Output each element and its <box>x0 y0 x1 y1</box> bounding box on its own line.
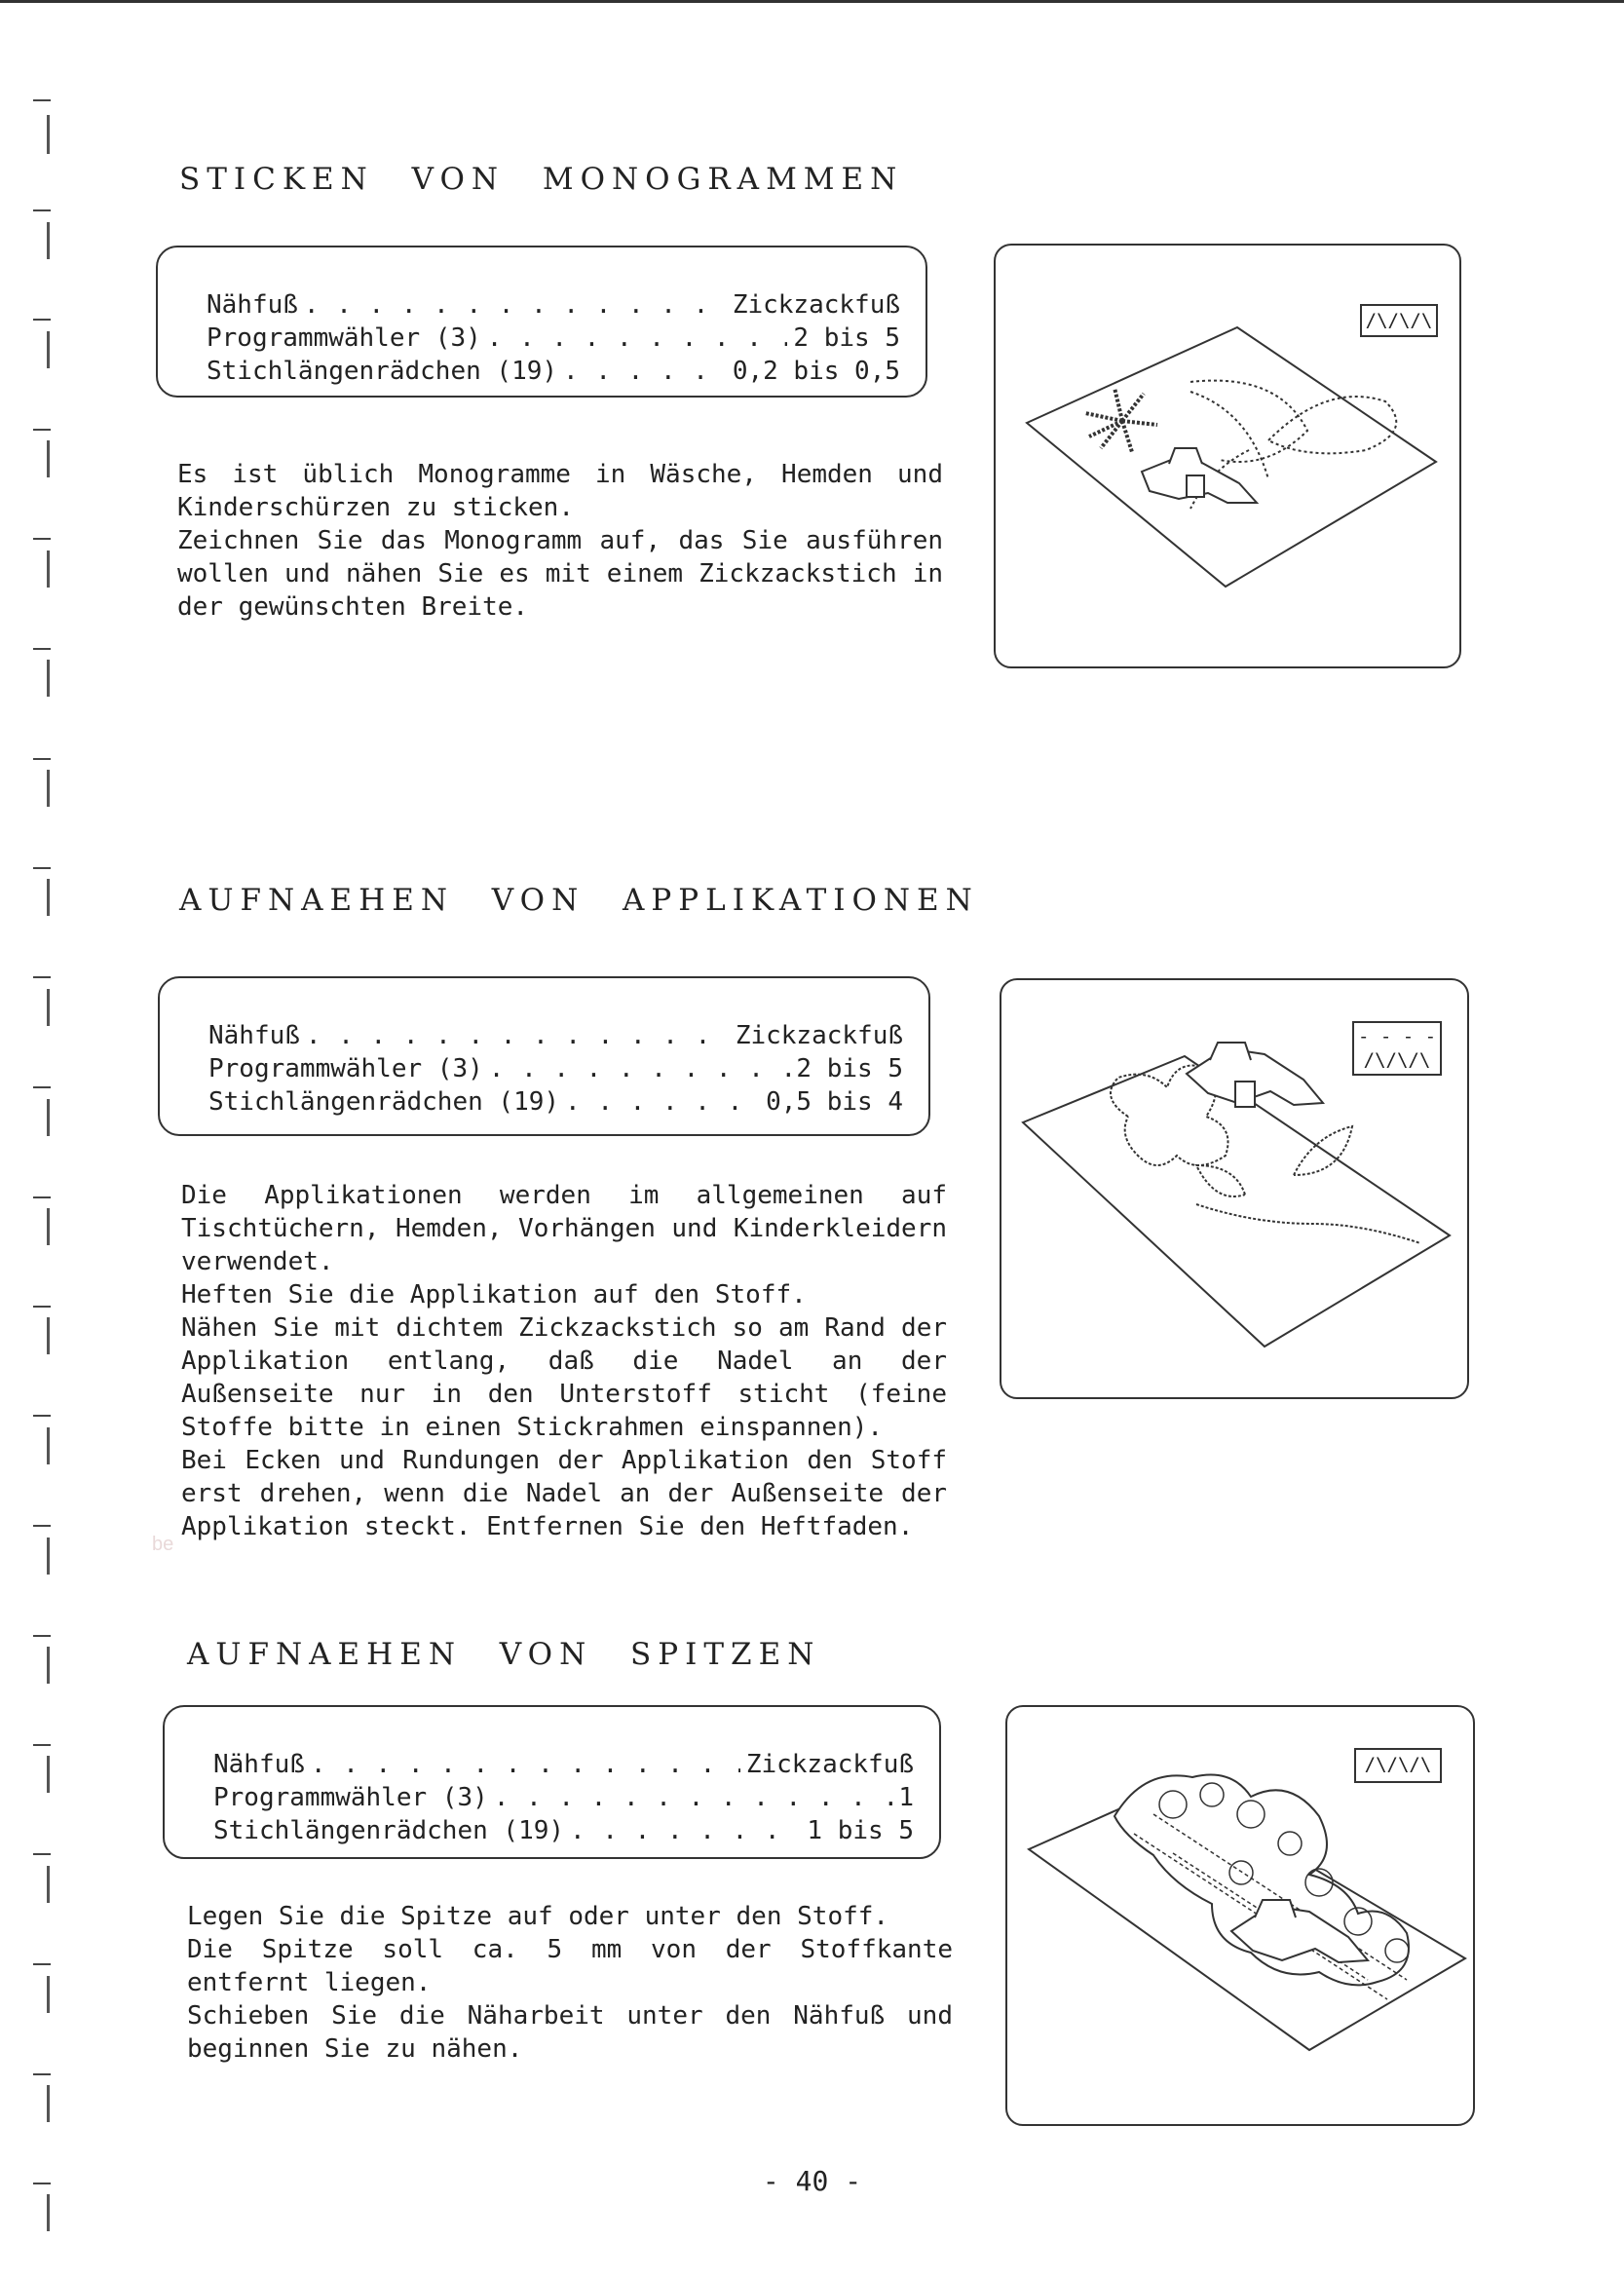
paragraph: Es ist üblich Monogramme in Wäsche, Hemden und Kinderschürzen zu sticken. <box>177 460 943 522</box>
paragraph: Legen Sie die Spitze auf oder unter den Stoff. <box>187 1902 889 1931</box>
applique-icon <box>1001 980 1471 1401</box>
setting-row: Stichlängenrädchen (19) . . . 1 bis 5 <box>213 1814 914 1847</box>
monogram-embroidery-icon <box>996 246 1463 670</box>
setting-row: Programmwähler (3) . . . 2 bis 5 <box>208 1052 903 1085</box>
stitch-symbol: /\/\/\ <box>1363 1049 1431 1071</box>
setting-row: Nähfuß . . . Zickzackfuß <box>208 1019 903 1052</box>
paragraph: Heften Sie die Applikation auf den Stoff. <box>181 1280 807 1310</box>
figure-monogramme <box>994 244 1461 668</box>
paragraph: Bei Ecken und Rundungen der Applikation den Stoff erst drehen, wenn die Nadel an der Außenseite der Applikation steckt. Entfernen Sie den Heftfaden. <box>181 1446 947 1541</box>
figure-applikationen <box>1000 978 1469 1399</box>
section-title-monogramme: STICKEN VON MONOGRAMMEN <box>179 162 904 197</box>
page-number: - 40 - <box>762 2165 862 2197</box>
setting-row: Nähfuß . . . Zickzackfuß <box>213 1748 914 1781</box>
paragraph: Schieben Sie die Näharbeit unter den Nähfuß und beginnen Sie zu nähen. <box>187 2001 953 2064</box>
setting-row: Programmwähler (3) . . . 1 <box>213 1781 914 1814</box>
paragraph: Die Spitze soll ca. 5 mm von der Stoffkante entfernt liegen. <box>187 1935 953 1997</box>
setting-row: Nähfuß . . . Zickzackfuß <box>207 288 900 322</box>
section-title-applikationen: AUFNAEHEN VON APPLIKATIONEN <box>179 883 979 918</box>
lace-attaching-icon <box>1007 1707 1477 2128</box>
figure-spitzen <box>1005 1705 1475 2126</box>
stitch-symbol: /\/\/\ <box>1354 1748 1442 1783</box>
settings-box-applikationen <box>158 976 930 1136</box>
paragraph: Nähen Sie mit dichtem Zickzackstich so am Rand der Applikation entlang, daß die Nadel an der Außenseite nur in den Unterstoff sticht (feine Stoffe bitte in einen Stickrahmen einspannen). <box>181 1313 947 1442</box>
section-text-spitzen <box>187 1900 953 2066</box>
settings-box-spitzen <box>163 1705 941 1859</box>
settings-box-monogramme <box>156 246 927 398</box>
section-text-applikationen <box>181 1179 947 1543</box>
section-title-spitzen: AUFNAEHEN VON SPITZEN <box>187 1637 821 1672</box>
setting-row: Stichlängenrädchen (19) . . . 0,5 bis 4 <box>208 1085 903 1119</box>
top-rule <box>0 0 1624 3</box>
stitch-top-symbol: - - - - <box>1357 1026 1437 1047</box>
paragraph: Die Applikationen werden im allgemeinen auf Tischtüchern, Hemden, Vorhängen und Kinderkleidern verwendet. <box>181 1181 947 1276</box>
watermark-mark: be <box>152 1534 174 1555</box>
section-text-monogramme <box>177 458 943 624</box>
paragraph: Zeichnen Sie das Monogramm auf, das Sie ausführen wollen und nähen Sie es mit einem Zickzackstich in der gewünschten Breite. <box>177 526 943 622</box>
setting-row: Programmwähler (3) . . . 2 bis 5 <box>207 322 900 355</box>
stitch-symbol: /\/\/\ <box>1360 304 1438 337</box>
setting-row: Stichlängenrädchen (19) . . . 0,2 bis 0,5 <box>207 355 900 388</box>
